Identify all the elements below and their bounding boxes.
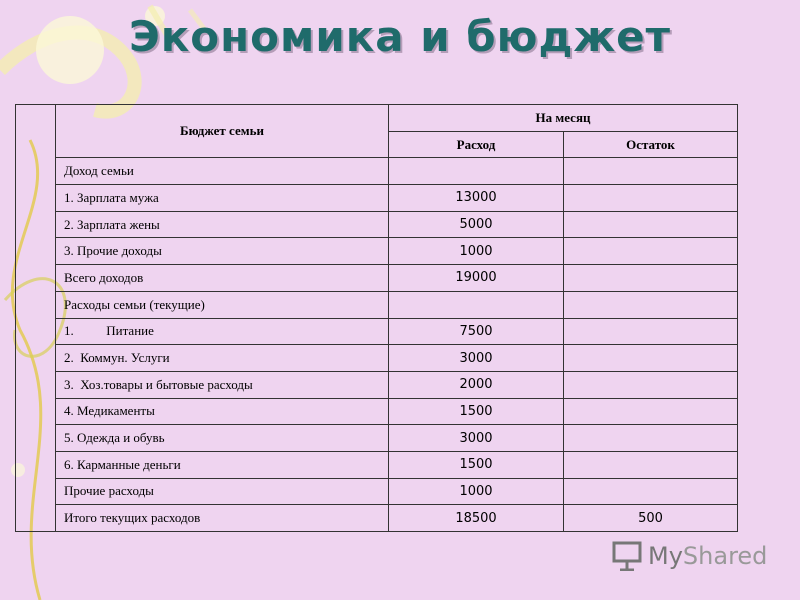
row-remainder: [564, 238, 738, 265]
row-remainder: [564, 371, 738, 398]
row-label: 5. Одежда и обувь: [56, 425, 389, 452]
row-expense: 19000: [389, 265, 564, 292]
row-label: 1. Зарплата мужа: [56, 185, 389, 212]
row-remainder: [564, 318, 738, 345]
row-label: Итого текущих расходов: [56, 505, 389, 532]
row-label: 3. Прочие доходы: [56, 238, 389, 265]
table-row: [16, 398, 738, 425]
header-expense: Расход: [389, 131, 564, 158]
row-remainder: [564, 398, 738, 425]
row-expense: 1500: [389, 451, 564, 478]
row-remainder: [564, 345, 738, 372]
row-expense: [389, 291, 564, 318]
table-row: [16, 425, 738, 452]
row-expense: 1000: [389, 238, 564, 265]
myshared-logo: [612, 540, 767, 572]
row-remainder: [564, 265, 738, 292]
presentation-board-icon: [612, 541, 642, 571]
table-row: [16, 371, 738, 398]
table-row: [16, 345, 738, 372]
row-label: 4. Медикаменты: [56, 398, 389, 425]
table-header-row: [16, 105, 738, 132]
row-label: Доход семьи: [56, 158, 389, 185]
row-expense: 18500: [389, 505, 564, 532]
header-category: Бюджет семьи: [56, 105, 389, 158]
row-expense: 3000: [389, 425, 564, 452]
table-row: [16, 451, 738, 478]
row-expense: 1500: [389, 398, 564, 425]
row-label: 6. Карманные деньги: [56, 451, 389, 478]
page-title: Экономика и бюджет: [128, 12, 672, 61]
row-label: 3. Хоз.товары и бытовые расходы: [56, 371, 389, 398]
row-label: Расходы семьи (текущие): [56, 291, 389, 318]
table-row: [16, 211, 738, 238]
row-remainder: [564, 291, 738, 318]
row-remainder: [564, 425, 738, 452]
header-period: На месяц: [389, 105, 738, 132]
row-expense: 1000: [389, 478, 564, 505]
row-remainder: [564, 451, 738, 478]
logo-text: MyShared: [648, 542, 768, 570]
row-expense: 3000: [389, 345, 564, 372]
row-expense: [389, 158, 564, 185]
table-row: [16, 478, 738, 505]
row-remainder: [564, 478, 738, 505]
table-row: [16, 238, 738, 265]
row-label: Всего доходов: [56, 265, 389, 292]
row-label: 1. Питание: [56, 318, 389, 345]
row-remainder: 500: [564, 505, 738, 532]
row-label: 2. Зарплата жены: [56, 211, 389, 238]
table-row: [16, 318, 738, 345]
table-row: [16, 158, 738, 185]
row-remainder: [564, 185, 738, 212]
budget-table: [15, 104, 738, 532]
table-row: [16, 505, 738, 532]
row-expense: 2000: [389, 371, 564, 398]
row-number-column: [16, 105, 56, 532]
row-remainder: [564, 158, 738, 185]
row-expense: 7500: [389, 318, 564, 345]
row-label: 2. Коммун. Услуги: [56, 345, 389, 372]
table-row: [16, 291, 738, 318]
row-label: Прочие расходы: [56, 478, 389, 505]
row-expense: 5000: [389, 211, 564, 238]
header-remainder: Остаток: [564, 131, 738, 158]
table-row: [16, 185, 738, 212]
table-row: [16, 265, 738, 292]
row-remainder: [564, 211, 738, 238]
row-expense: 13000: [389, 185, 564, 212]
